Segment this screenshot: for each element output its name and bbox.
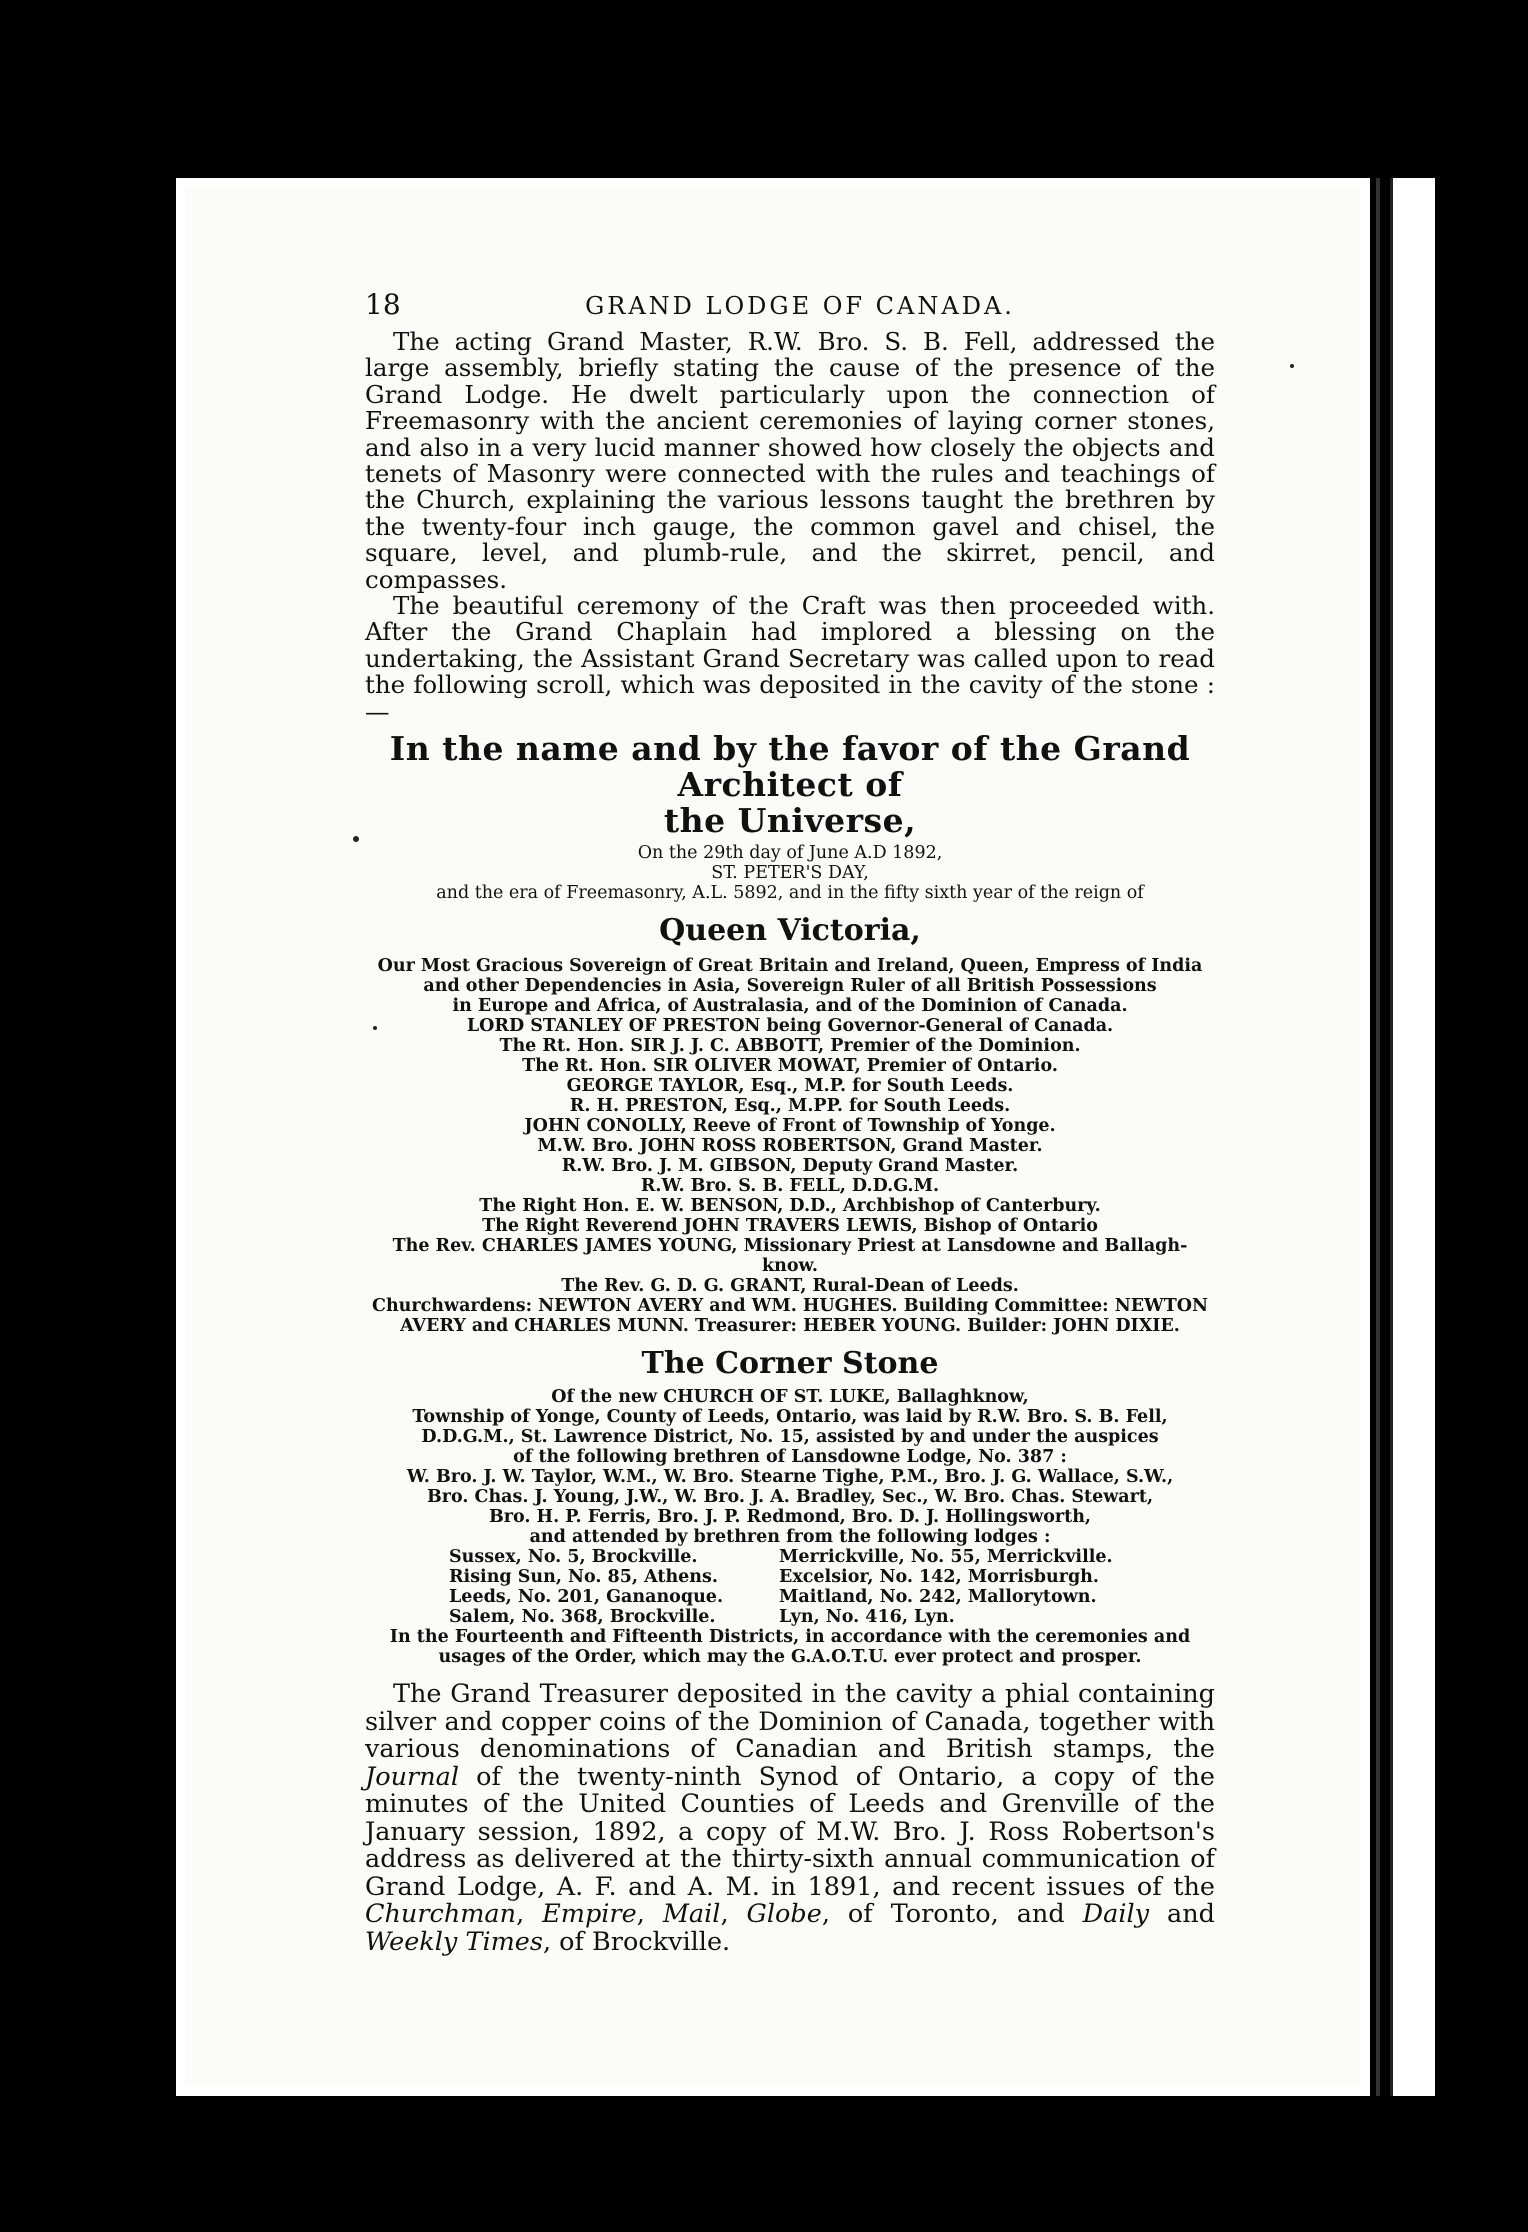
page-number: 18 xyxy=(365,288,401,321)
scroll-title-line-2: the Universe, xyxy=(663,801,917,841)
scroll-line: GEORGE TAYLOR, Esq., M.P. for South Leeds. xyxy=(566,1076,1014,1097)
lodge-entry: Merrickville, No. 55, Merrickville. xyxy=(779,1547,1113,1568)
scroll-line: The Right Hon. E. W. BENSON, D.D., Archbishop of Canterbury. xyxy=(479,1196,1101,1217)
scroll-line: know. xyxy=(762,1256,818,1277)
scroll-text xyxy=(365,731,1215,1667)
paragraph-1: The acting Grand Master, R.W. Bro. S. B. Fell, addressed the large assembly, briefly stating the cause of the presence of the Grand Lodge. He dwelt particularly upon the connection of Freemasonry with the ancient ceremonies of laying corner stones, and also in a very lucid manner showed how closely the objects and tenets of Masonry were connected with the rules and teachings of the Church, explaining the various lessons taught the brethren by the twenty-four inch gauge, the common gavel and chisel, the square, level, and plumb-rule, and the skirret, pencil, and compasses. xyxy=(365,327,1215,594)
scroll-line: The Rt. Hon. SIR J. J. C. ABBOTT, Premier of the Dominion. xyxy=(499,1036,1081,1057)
scroll-saint-day: ST. PETER'S DAY, xyxy=(711,863,869,884)
page-header xyxy=(365,288,1215,321)
scroll-line: M.W. Bro. JOHN ROSS ROBERTSON, Grand Master. xyxy=(537,1136,1043,1157)
paragraph-3 xyxy=(365,1681,1215,1956)
facing-page-edge xyxy=(1390,178,1435,2096)
closing-line: usages of the Order, which may the G.A.O.T.U. ever protect and prosper. xyxy=(438,1647,1142,1668)
text-run: , xyxy=(636,1899,663,1930)
corner-stone-heading: The Corner Stone xyxy=(641,1346,939,1382)
running-head: GRAND LODGE OF CANADA. xyxy=(585,292,1015,320)
corner-line: W. Bro. J. W. Taylor, W.M., W. Bro. Stearne Tighe, P.M., Bro. J. G. Wallace, S.W., xyxy=(406,1467,1174,1488)
queen-heading: Queen Victoria, xyxy=(659,913,921,949)
lodge-entry: Salem, No. 368, Brockville. xyxy=(449,1607,716,1628)
scroll-line: Our Most Gracious Sovereign of Great Britain and Ireland, Queen, Empress of India xyxy=(377,956,1203,977)
gutter-line xyxy=(1376,178,1380,2096)
page-content xyxy=(365,288,1215,1956)
scroll-line: R.W. Bro. J. M. GIBSON, Deputy Grand Master. xyxy=(561,1156,1019,1177)
scroll-line: The Right Reverend JOHN TRAVERS LEWIS, Bishop of Ontario xyxy=(482,1216,1098,1237)
scroll-line: The Rev. G. D. G. GRANT, Rural-Dean of Leeds. xyxy=(561,1276,1019,1297)
italic-run: Daily xyxy=(1082,1899,1150,1930)
scroll-era: and the era of Freemasonry, A.L. 5892, and in the fifty sixth year of the reign of xyxy=(436,883,1144,904)
italic-run: Journal xyxy=(365,1761,459,1792)
ink-speck xyxy=(353,836,359,842)
corner-line: Township of Yonge, County of Leeds, Ontario, was laid by R.W. Bro. S. B. Fell, xyxy=(412,1407,1168,1428)
lodge-entry: Lyn, No. 416, Lyn. xyxy=(779,1607,955,1628)
scroll-line: AVERY and CHARLES MUNN. Treasurer: HEBER YOUNG. Builder: JOHN DIXIE. xyxy=(400,1316,1180,1337)
scroll-line: JOHN CONOLLY, Reeve of Front of Township of Yonge. xyxy=(524,1116,1056,1137)
text-run: The Grand Treasurer deposited in the cavity a phial containing silver and copper coins of the Dominion of Canada, together with various denominations of Canadian and British stamps, the xyxy=(365,1679,1215,1765)
paragraph-2: The beautiful ceremony of the Craft was then proceeded with. After the Grand Chaplain had implored a blessing on the undertaking, the Assistant Grand Secretary was called upon to read the following scroll, which was deposited in the cavity of the stone :— xyxy=(365,591,1215,726)
scroll-line: in Europe and Africa, of Australasia, and of the Dominion of Canada. xyxy=(452,996,1128,1017)
scroll-title xyxy=(365,731,1215,839)
lodge-entry: Rising Sun, No. 85, Athens. xyxy=(449,1567,718,1588)
scroll-line: The Rt. Hon. SIR OLIVER MOWAT, Premier of Ontario. xyxy=(522,1056,1058,1077)
scroll-line: and other Dependencies in Asia, Sovereign Ruler of all British Possessions xyxy=(423,976,1157,997)
book-page xyxy=(185,186,1360,2086)
italic-run: Weekly Times xyxy=(365,1926,543,1957)
corner-line: of the following brethren of Lansdowne Lodge, No. 387 : xyxy=(513,1447,1067,1468)
corner-line: Bro. Chas. J. Young, J.W., W. Bro. J. A. Bradley, Sec., W. Bro. Chas. Stewart, xyxy=(426,1487,1154,1508)
italic-run: Globe xyxy=(746,1899,822,1930)
text-run: , xyxy=(720,1899,747,1930)
text-run: , of Brockville. xyxy=(542,1926,731,1957)
italic-run: Mail xyxy=(662,1899,721,1930)
lodge-entry: Sussex, No. 5, Brockville. xyxy=(449,1547,698,1568)
scroll-line: R. H. PRESTON, Esq., M.PP. for South Leeds. xyxy=(569,1096,1011,1117)
lodge-entry: Leeds, No. 201, Gananoque. xyxy=(449,1587,724,1608)
scroll-line: R.W. Bro. S. B. FELL, D.D.G.M. xyxy=(640,1176,940,1197)
corner-line: Of the new CHURCH OF ST. LUKE, Ballaghknow, xyxy=(551,1387,1029,1408)
corner-line: Bro. H. P. Ferris, Bro. J. P. Redmond, Bro. D. J. Hollingsworth, xyxy=(488,1507,1092,1528)
text-run: , of Toronto, and xyxy=(821,1899,1083,1930)
ink-speck xyxy=(1290,364,1294,368)
text-run: , xyxy=(516,1899,543,1930)
lodge-entry: Maitland, No. 242, Mallorytown. xyxy=(779,1587,1097,1608)
text-run: and xyxy=(1149,1899,1215,1930)
scroll-date: On the 29th day of June A.D 1892, xyxy=(637,843,943,864)
ink-speck xyxy=(373,1026,377,1030)
closing-line: In the Fourteenth and Fifteenth Districts, in accordance with the ceremonies and xyxy=(389,1627,1191,1648)
corner-line: D.D.G.M., St. Lawrence District, No. 15, assisted by and under the auspices xyxy=(421,1427,1159,1448)
lodge-entry: Excelsior, No. 142, Morrisburgh. xyxy=(779,1567,1099,1588)
corner-line: and attended by brethren from the following lodges : xyxy=(529,1527,1051,1548)
italic-run: Empire xyxy=(542,1899,637,1930)
italic-run: Churchman xyxy=(365,1899,517,1930)
text-run: of the twenty-ninth Synod of Ontario, a copy of the minutes of the United Counties of Leeds and Grenville of the January session, 1892, a copy of M.W. Bro. J. Ross Robertson's address as delivered at the thirty-sixth annual communication of Grand Lodge, A. F. and A. M. in 1891, and recent issues of the xyxy=(365,1761,1215,1902)
scroll-line: LORD STANLEY OF PRESTON being Governor-General of Canada. xyxy=(466,1016,1114,1037)
lodge-list xyxy=(449,1547,1215,1627)
scroll-title-line-1: In the name and by the favor of the Grand Architect of xyxy=(389,729,1191,805)
scroll-line: The Rev. CHARLES JAMES YOUNG, Missionary Priest at Lansdowne and Ballagh- xyxy=(392,1236,1188,1257)
scroll-line: Churchwardens: NEWTON AVERY and WM. HUGHES. Building Committee: NEWTON xyxy=(372,1296,1208,1317)
